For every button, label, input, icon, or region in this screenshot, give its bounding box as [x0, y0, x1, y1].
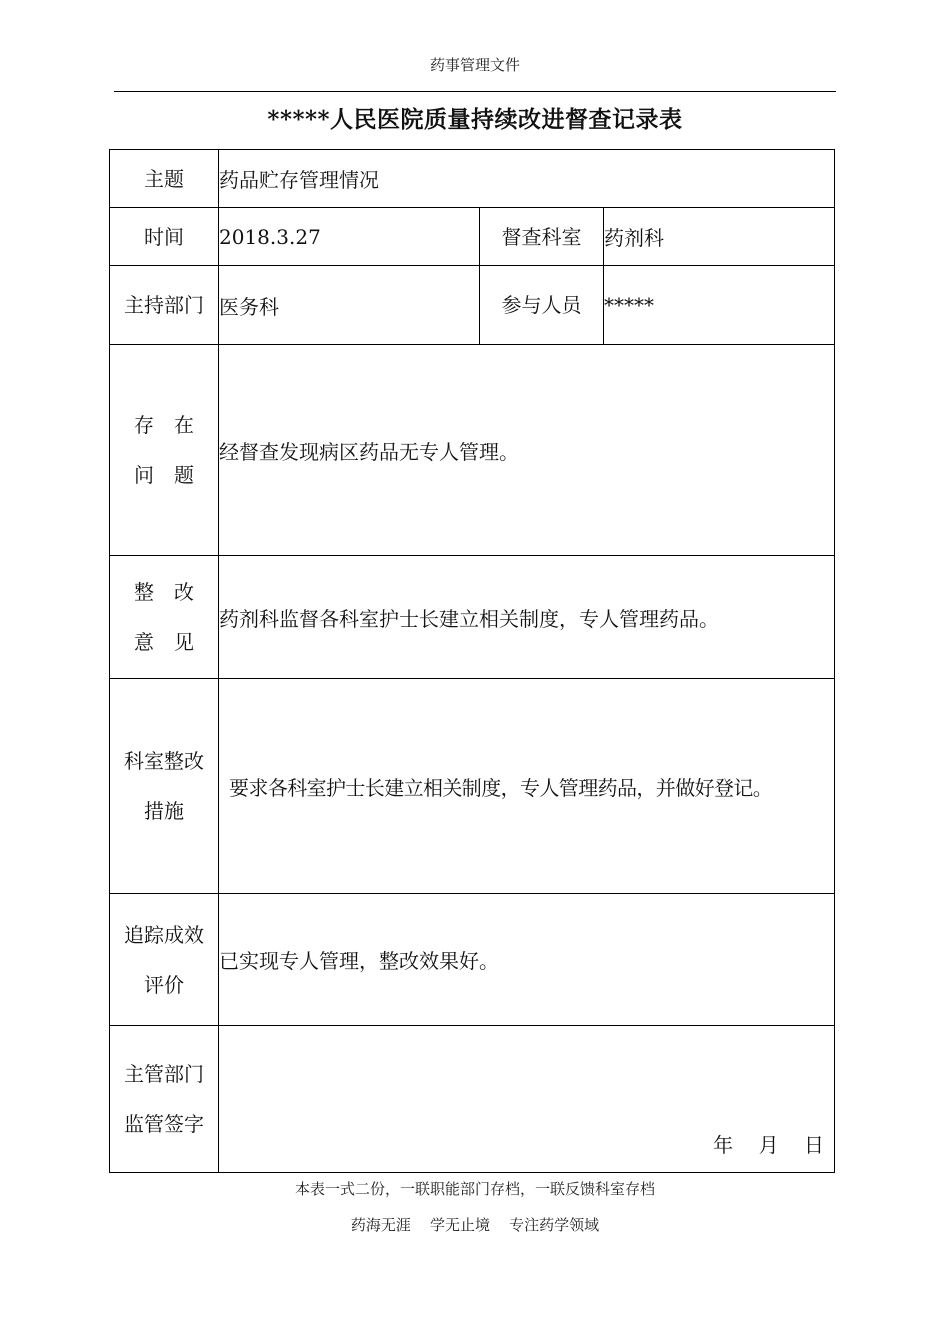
table-row-host	[110, 266, 835, 345]
time-label: 时间	[110, 208, 219, 266]
table-row-evaluation	[110, 894, 835, 1026]
footnote: 本表一式二份，一联职能部门存档，一联反馈科室存档	[294, 1180, 655, 1198]
participants-value: *****	[604, 266, 835, 345]
problem-label-line-1: 存在	[134, 413, 214, 437]
problem-label-line-2: 问题	[134, 463, 214, 487]
signature-area	[219, 1026, 835, 1173]
table-row-problem	[110, 345, 835, 556]
signature-label-line-1: 主管部门	[124, 1062, 204, 1086]
footer-slogan: 药海无涯 学无止境 专注药学领域	[350, 1216, 600, 1234]
time-value: 2018.3.27	[219, 208, 480, 266]
host-dept-label: 主持部门	[110, 266, 219, 345]
topic-value: 药品贮存管理情况	[219, 150, 835, 208]
evaluation-value: 已实现专人管理，整改效果好。	[219, 894, 835, 1026]
opinion-value: 药剂科监督各科室护士长建立相关制度，专人管理药品。	[219, 556, 835, 679]
problem-value: 经督查发现病区药品无专人管理。	[219, 345, 835, 556]
table-row-topic	[110, 150, 835, 208]
evaluation-label-line-2: 评价	[144, 972, 184, 997]
signature-date: 年 月 日	[713, 1133, 825, 1157]
signature-label	[110, 1026, 219, 1173]
problem-label	[110, 345, 219, 556]
inspecting-dept-label: 督查科室	[480, 208, 604, 266]
participants-label: 参与人员	[480, 266, 604, 345]
document-header: 药事管理文件	[429, 56, 520, 74]
signature-label-line-2: 监管签字	[124, 1112, 204, 1136]
host-dept-value: 医务科	[219, 266, 480, 345]
opinion-label	[110, 556, 219, 679]
page-title: *****人民医院质量持续改进督查记录表	[267, 106, 683, 133]
measure-value: 要求各科室护士长建立相关制度，专人管理药品，并做好登记。	[219, 679, 835, 894]
inspecting-dept-value: 药剂科	[604, 208, 835, 266]
evaluation-label	[110, 894, 219, 1026]
record-table	[109, 149, 835, 1173]
measure-label-line-1: 科室整改	[124, 749, 204, 773]
topic-label: 主题	[110, 150, 219, 208]
table-row-time	[110, 208, 835, 266]
header-divider	[114, 91, 836, 92]
measure-label	[110, 679, 219, 894]
opinion-label-line-1: 整改	[134, 580, 214, 604]
table-row-signature	[110, 1026, 835, 1173]
table-row-opinion	[110, 556, 835, 679]
table-row-measure	[110, 679, 835, 894]
opinion-label-line-2: 意见	[134, 630, 214, 654]
evaluation-label-line-1: 追踪成效	[124, 922, 204, 947]
measure-label-line-2: 措施	[144, 799, 184, 823]
